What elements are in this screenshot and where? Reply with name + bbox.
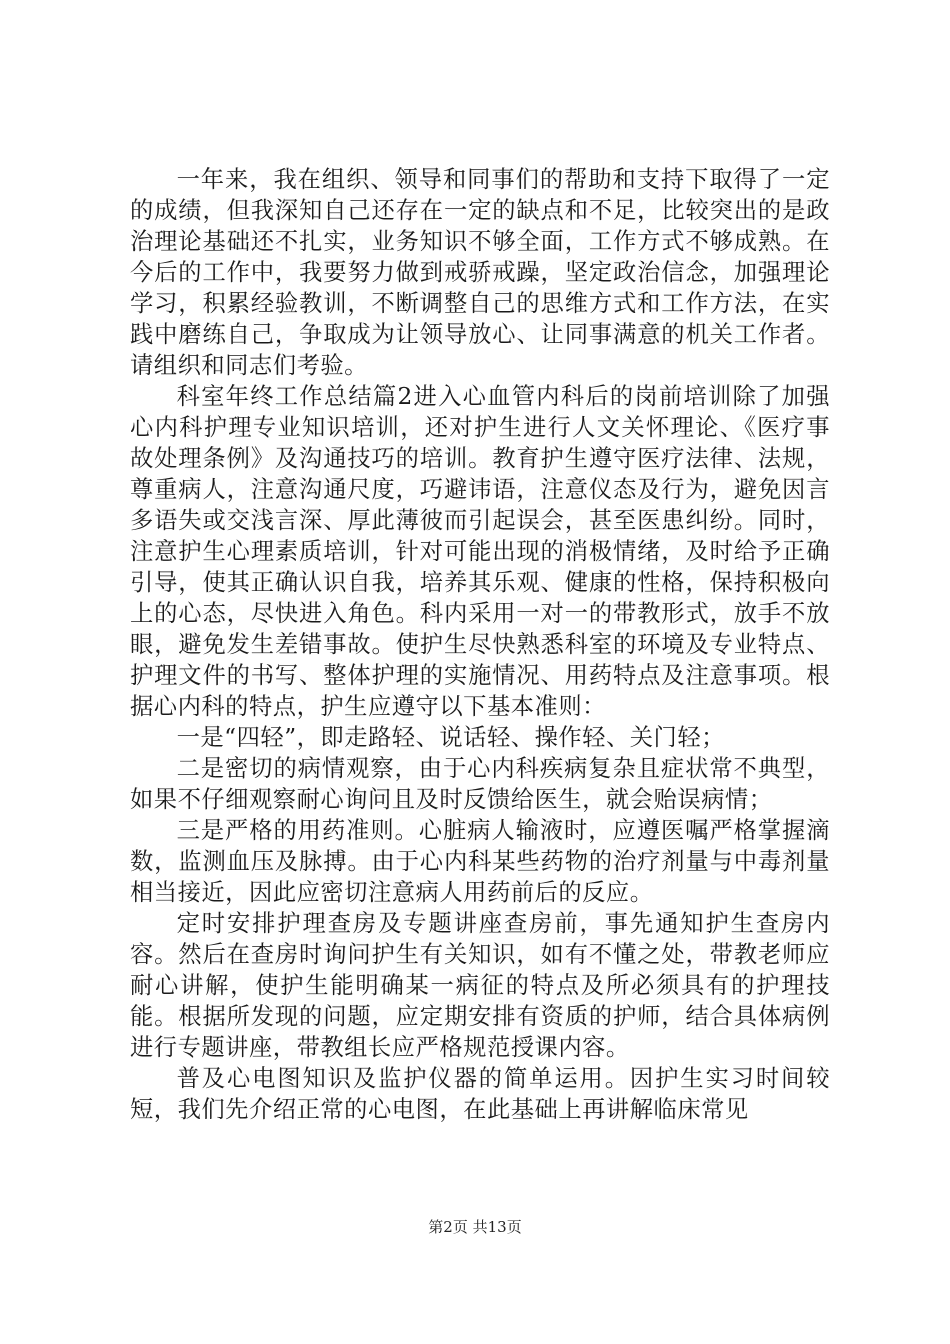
paragraph-ward-rounds: 定时安排护理查房及专题讲座查房前，事先通知护生查房内容。然后在查房时询问护生有关知识，如有不懂之处，带教老师应耐心讲解，使护生能明确某一病征的特点及所必须具有的护理技能。根据所发现的问题，应定期安排有资质的护师，结合具体病例进行专题讲座，带教组长应严格规范授课内容。 — [130, 910, 830, 1061]
paragraph-summary: 一年来，我在组织、领导和同事们的帮助和支持下取得了一定的成绩，但我深知自己还存在一定的缺点和不足，比较突出的是政治理论基础还不扎实，业务知识不够全面，工作方式不够成熟。在今后的工作中，我要努力做到戒骄戒躁，坚定政治信念，加强理论学习，积累经验教训，不断调整自己的思维方式和工作方法，在实践中磨练自己，争取成为让领导放心、让同事满意的机关工作者。请组织和同志们考验。 — [130, 166, 830, 379]
paragraph-rule-two: 二是密切的病情观察，由于心内科疾病复杂且症状常不典型，如果不仔细观察耐心询问且及时反馈给医生，就会贻误病情； — [130, 755, 830, 813]
paragraph-rule-three: 三是严格的用药准则。心脏病人输液时，应遵医嘱严格掌握滴数，监测血压及脉搏。由于心内科某些药物的治疗剂量与中毒剂量相当接近，因此应密切注意病人用药前后的反应。 — [130, 817, 830, 906]
document-body — [130, 164, 830, 1125]
page-number-footer: 第2页 共13页 — [428, 1218, 522, 1236]
paragraph-rule-one: 一是“四轻”，即走路轻、说话轻、操作轻、关门轻； — [176, 724, 725, 751]
paragraph-training: 科室年终工作总结篇2进入心血管内科后的岗前培训除了加强心内科护理专业知识培训，还对护生进行人文关怀理论、《医疗事故处理条例》及沟通技巧的培训。教育护生遵守医疗法律、法规，尊重病人，注意沟通尺度，巧避讳语，注意仪态及行为，避免因言多语失或交浅言深、厚此薄彼而引起误会，甚至医患纠纷。同时，注意护生心理素质培训，针对可能出现的消极情绪，及时给予正确引导，使其正确认识自我，培养其乐观、健康的性格，保持积极向上的心态，尽快进入角色。科内采用一对一的带教形式，放手不放眼，避免发生差错事故。使护生尽快熟悉科室的环境及专业特点、护理文件的书写、整体护理的实施情况、用药特点及注意事项。根据心内科的特点，护生应遵守以下基本准则： — [130, 383, 830, 720]
paragraph-ecg: 普及心电图知识及监护仪器的简单运用。因护生实习时间较短，我们先介绍正常的心电图，在此基础上再讲解临床常见 — [130, 1065, 830, 1123]
